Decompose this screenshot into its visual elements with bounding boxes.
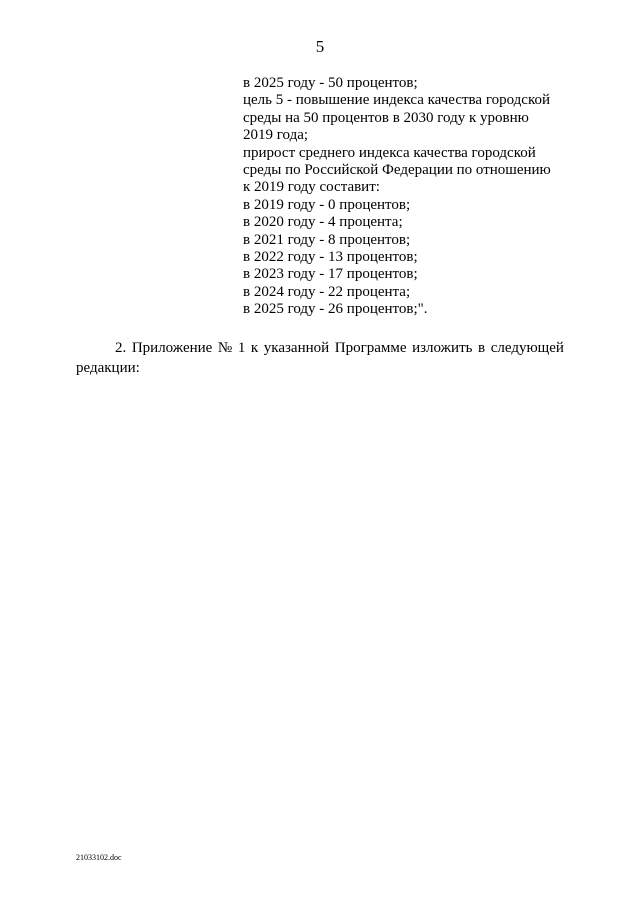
text-line: в 2024 году - 22 процента; [243, 283, 411, 300]
paragraph-first-line [76, 338, 564, 358]
paragraph-word: № [217, 340, 233, 356]
paragraph-word: в [478, 340, 486, 356]
indented-text-block [243, 75, 573, 319]
text-line: цель 5 - повышение индекса качества городской [243, 92, 551, 109]
text-line: в 2021 году - 8 процентов; [243, 231, 411, 248]
text-line: к 2019 году составит: [243, 179, 380, 196]
text-line: в 2020 году - 4 процента; [243, 214, 403, 231]
text-line: в 2023 году - 17 процентов; [243, 266, 418, 283]
paragraph-second-line: редакции: [76, 360, 140, 376]
page-number: 5 [315, 37, 325, 56]
text-line: среды по Российской Федерации по отношению [243, 162, 551, 179]
text-line: в 2025 году - 26 процентов;". [243, 301, 428, 318]
paragraph-word: указанной [263, 340, 330, 356]
paragraph-word: Приложение [131, 340, 213, 356]
paragraph-word: изложить [412, 340, 473, 356]
text-line: среды на 50 процентов в 2030 году к уровню [243, 109, 529, 126]
paragraph-word: к [250, 340, 259, 356]
text-line: в 2022 году - 13 процентов; [243, 249, 418, 266]
footer-filename: 21033102.doc [76, 853, 122, 862]
text-line: прирост среднего индекса качества городской [243, 144, 536, 161]
text-line: 2019 года; [243, 127, 309, 144]
paragraph-word: 2. [115, 340, 127, 356]
text-line: в 2019 году - 0 процентов; [243, 196, 411, 213]
paragraph-word: следующей [490, 340, 564, 356]
paragraph-word: 1 [237, 340, 246, 356]
paragraph-item-2 [76, 338, 564, 378]
paragraph-word: Программе [334, 340, 407, 356]
text-line: в 2025 году - 50 процентов; [243, 75, 418, 91]
